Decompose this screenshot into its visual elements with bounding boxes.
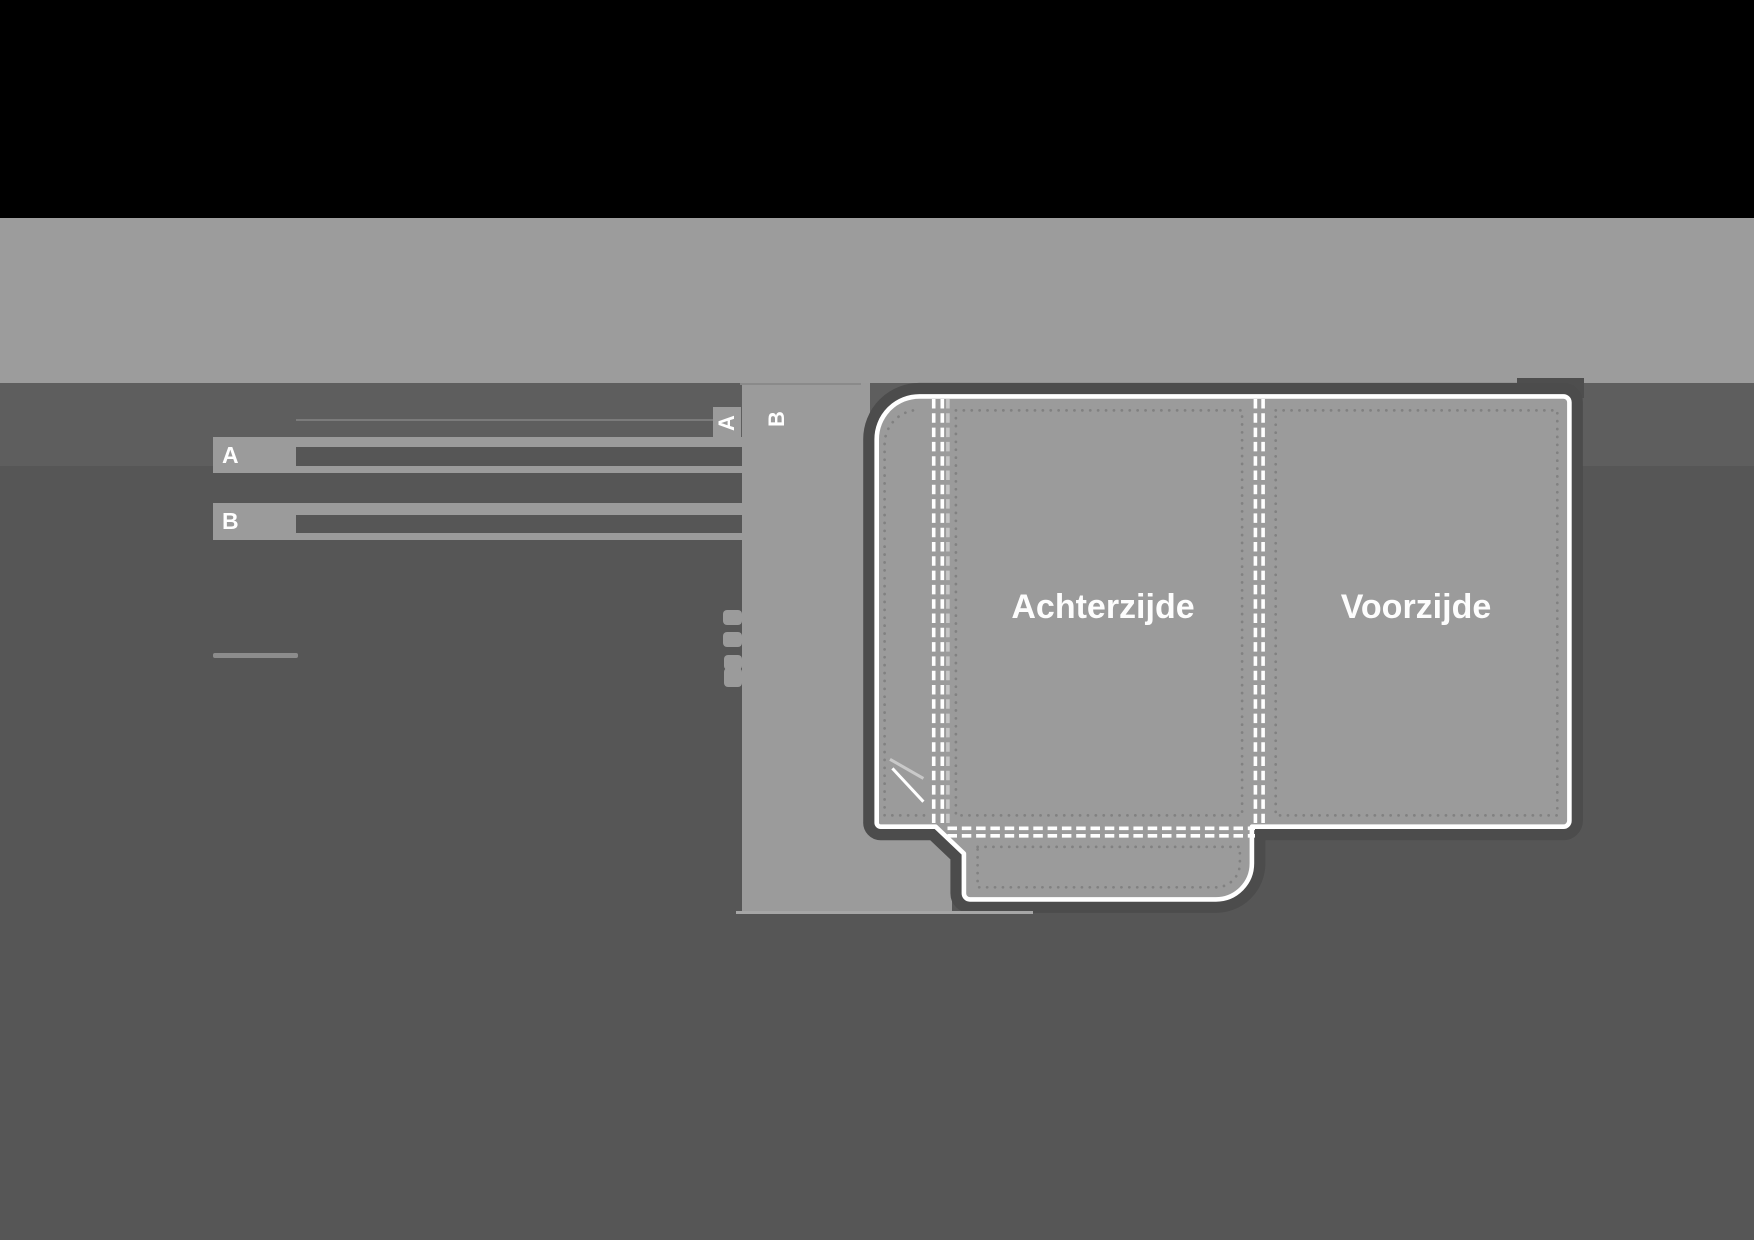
vertical-tab-a-label: A xyxy=(713,414,739,431)
vertical-tab-b-label: B xyxy=(763,411,789,427)
folder-fill xyxy=(877,396,1570,899)
row-a-label: A xyxy=(222,441,239,468)
row-b-label: B xyxy=(222,508,239,534)
strip-bottom-edge-line xyxy=(736,911,1033,914)
back-panel-label: Achterzijde xyxy=(1011,588,1195,626)
front-panel-label: Voorzijde xyxy=(1340,588,1492,626)
